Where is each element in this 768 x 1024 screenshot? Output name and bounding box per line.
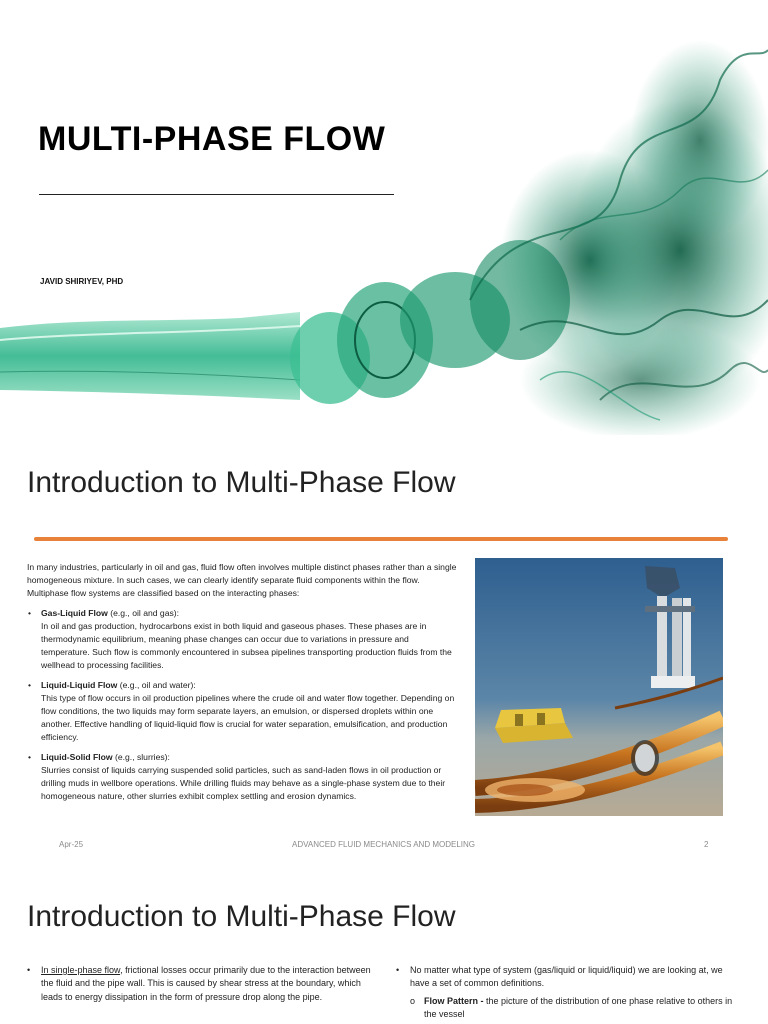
subsea-pipeline-illustration xyxy=(475,558,723,816)
footer-page-number: 2 xyxy=(704,840,709,849)
sub-bullet-title: Flow Pattern - xyxy=(424,995,484,1006)
list-item xyxy=(27,679,459,743)
bullet-icon: • xyxy=(396,965,400,975)
slide-body xyxy=(27,561,459,811)
sub-bullet-text: the picture of the distribution of one phase relative to others in the vessel xyxy=(424,995,733,1020)
bullet-title: Liquid-Solid Flow xyxy=(41,752,113,763)
bullet-suffix: (e.g., slurries): xyxy=(112,752,170,763)
right-column xyxy=(396,964,736,1022)
bullet-suffix: (e.g., oil and water): xyxy=(117,680,196,691)
bullet-list xyxy=(27,607,459,802)
single-phase-link[interactable]: In single-phase flow xyxy=(41,965,121,975)
bullet-text: This type of flow occurs in oil production pipelines where the crude oil and water flow together. Depending on flow conditions, the two liquids may form separate layers, an emulsion, or dispersed droplets within one another. Effective handling of liquid-liquid flow is crucial for water separation, emulsification, and production efficiency. xyxy=(41,693,455,742)
bullet-suffix: (e.g., oil and gas): xyxy=(107,608,180,619)
intro-paragraph: In many industries, particularly in oil and gas, fluid flow often involves multiple distinct phases rather than a single homogeneous mixture. In such cases, we can clearly identify separate fluid components within the flow. Multiphase flow systems are classified based on the interacting phases: xyxy=(27,562,457,598)
list-item xyxy=(27,751,459,802)
bullet-title: Gas-Liquid Flow xyxy=(41,608,108,619)
bullet-text: Slurries consist of liquids carrying suspended solid particles, such as sand-laden flows in oil production or drilling muds in wellbore operations. While drilling fluids may behave as a single-phase system due to their homogeneous nature, other slurries exhibit complex settling and erosion dynamics. xyxy=(41,765,446,801)
left-column xyxy=(27,964,372,1004)
list-item xyxy=(27,607,459,671)
right-bullet-text: No matter what type of system (gas/liquid or liquid/liquid) we are looking at, we have a set of common definitions. xyxy=(410,965,723,989)
bullet-icon: • xyxy=(28,752,32,763)
title-underline xyxy=(39,194,394,195)
slide-introduction-continued xyxy=(0,868,768,1024)
slide-heading: Introduction to Multi-Phase Flow xyxy=(27,466,456,499)
bullet-icon: • xyxy=(28,608,32,619)
sub-bullet xyxy=(410,995,736,1022)
bullet-text: In oil and gas production, hydrocarbons exist in both liquid and gaseous phases. These phases are in thermodynamic equilibrium, meaning phase changes can occur due to variations in pressure and temperature. Such flow is commonly encountered in subsea pipelines transporting production fluids from the wellhead to processing facilities. xyxy=(41,621,452,670)
orange-divider xyxy=(34,537,728,541)
presentation-title: MULTI-PHASE FLOW xyxy=(38,120,386,158)
bullet-icon: • xyxy=(28,680,32,691)
title-slide xyxy=(0,0,768,435)
author-name: JAVID SHIRIYEV, PHD xyxy=(40,277,124,286)
left-bullet-text: , frictional losses occur primarily due to the interaction between the fluid and the pipe wall. This is caused by shear stress at the boundary, which leads to energy dissipation in the form of pressure drop along the pipe. xyxy=(41,965,371,1002)
circle-bullet-icon: o xyxy=(410,995,416,1006)
bullet-title: Liquid-Liquid Flow xyxy=(41,680,118,691)
footer-course-title: ADVANCED FLUID MECHANICS AND MODELING xyxy=(292,840,475,849)
green-smoke-illustration xyxy=(0,0,768,435)
footer-date: Apr-25 xyxy=(59,840,84,849)
slide-introduction xyxy=(0,438,768,862)
bullet-icon: • xyxy=(27,965,31,975)
slide-heading: Introduction to Multi-Phase Flow xyxy=(27,900,456,933)
